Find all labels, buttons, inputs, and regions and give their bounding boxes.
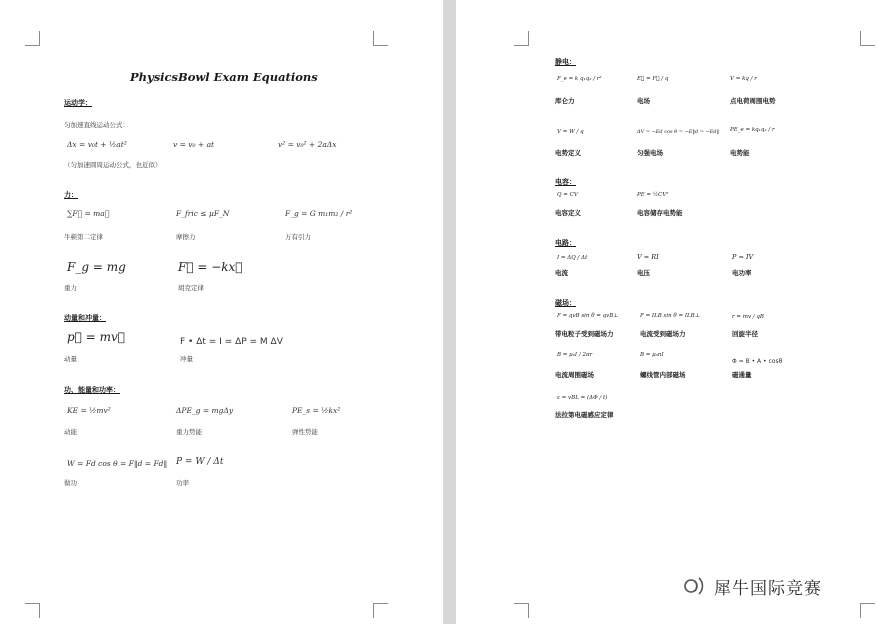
eq-gravitational-pe: ΔPE_g = mgΔy [176,406,234,415]
label-voltage: 电压 [637,269,650,277]
section-header-energy: 功、能量和功率： [64,386,120,394]
section-header-capacitance: 电容： [555,178,576,186]
eq-velocity-squared: v² = v₀² + 2aΔx [278,140,337,149]
label-current-magnetic-force: 电流受到磁场力 [640,330,686,338]
crop-mark-bottom-right [373,603,388,618]
label-newton-second-law: 牛顿第二定律 [64,233,103,241]
label-gravitational-pe: 重力势能 [176,428,202,436]
section-header-forces: 力： [64,191,78,199]
section-header-electrostatics: 静电： [555,58,576,66]
label-weight: 重力 [64,284,77,292]
eq-solenoid-field: B = μ₀nI [640,352,664,358]
eq-charge-magnetic-force: F = qvB sin θ = qvB⊥ [557,313,619,319]
eq-kinetic-energy: KE = ½mv² [67,406,111,415]
label-uniform-field: 匀强电场 [637,149,663,157]
label-capacitor-energy: 电容储存电势能 [637,209,683,217]
eq-gravitation: F_g = G m₁m₂ / r² [285,209,353,218]
watermark [680,571,822,601]
label-kinetic-energy: 动能 [64,428,77,436]
label-electric-field: 电场 [637,97,650,105]
label-gravitation: 万有引力 [285,233,311,241]
label-potential-definition: 电势定义 [555,149,581,157]
page-title: PhysicsBowl Exam Equations [130,70,318,84]
kinematics-intro: 匀加速直线运动公式： [64,121,129,129]
eq-potential-definition: V = W / q [557,129,584,135]
eq-hooke: F⃗ = −kx⃗ [178,260,243,274]
label-elastic-pe: 弹性势能 [292,428,318,436]
section-header-circuits: 电路： [555,239,576,247]
section-header-magnetism: 磁场： [555,299,576,307]
eq-capacitance: Q = CV [557,192,578,198]
wechat-official-account-icon [680,575,710,597]
eq-coulomb: F_e = k q₁q₂ / r² [557,76,602,82]
crop-mark-top-left [25,31,40,46]
eq-impulse: F • Δt = I = ΔP = M ΔV [180,337,283,347]
eq-faraday: ε = vBL = (ΔΦ / t) [557,395,608,401]
eq-momentum: p⃗ = mv⃗ [67,330,125,344]
eq-current: I = ΔQ / Δt [557,255,588,261]
eq-electric-field: E⃗ = F⃗ / q [637,76,669,82]
eq-magnetic-flux: Φ = B • A • cosθ [732,358,783,365]
section-header-momentum: 动量和冲量： [64,314,106,322]
section-header-kinematics: 运动学： [64,99,92,107]
label-hooke: 胡克定律 [178,284,204,292]
label-capacitance: 电容定义 [555,209,581,217]
eq-velocity: v = v₀ + at [173,140,215,149]
eq-current-magnetic-force: F = ILB sin θ = ILB⊥ [640,313,700,319]
label-magnetic-flux: 磁通量 [732,371,752,379]
watermark-text: 犀牛国际竞赛 [714,578,822,599]
kinematics-note: （匀加速圆周运动公式，也近似） [64,161,162,169]
eq-point-potential: V = kq / r [730,76,757,82]
page-gutter [443,0,456,624]
eq-uniform-field: ΔV = −Ed cos θ = −E‖d = −Ed‖ [637,129,720,135]
document-page-right [456,0,878,624]
eq-displacement: Δx = v₀t + ½at² [67,140,127,149]
crop-mark-top-right [373,31,388,46]
eq-electric-power: P = IV [732,253,754,261]
eq-work: W = Fd cos θ = F‖d = Fd‖ [67,459,168,468]
label-work: 做功 [64,479,77,487]
label-current: 电流 [555,269,568,277]
crop-mark-top-left [514,31,529,46]
eq-wire-field: B = μ₀I / 2πr [557,352,593,358]
eq-power: P = W / Δt [176,457,224,467]
label-momentum: 动量 [64,355,77,363]
eq-weight: F_g = mg [67,260,126,274]
crop-mark-bottom-left [25,603,40,618]
label-wire-field: 电流周围磁场 [555,371,594,379]
eq-cyclotron-radius: r = mv / qB [732,314,764,320]
label-solenoid-field: 螺线管内部磁场 [640,371,686,379]
crop-mark-bottom-right [860,603,875,618]
label-impulse: 冲量 [180,355,193,363]
label-point-potential: 点电荷周围电势 [730,97,776,105]
eq-friction: F_fric ≤ μF_N [176,209,230,218]
crop-mark-bottom-left [514,603,529,618]
label-coulomb: 库仑力 [555,97,575,105]
label-faraday: 法拉第电磁感应定律 [555,411,614,419]
label-cyclotron-radius: 回旋半径 [732,330,758,338]
crop-mark-top-right [860,31,875,46]
label-electric-power: 电功率 [732,269,752,277]
eq-newton-second-law: ∑F⃗ = ma⃗ [67,209,110,218]
eq-capacitor-energy: PE = ½CV² [637,192,669,198]
eq-ohms-law: V = RI [637,253,659,261]
label-friction: 摩擦力 [176,233,196,241]
eq-electric-pe: PE_e = kq₁q₂ / r [730,127,775,133]
eq-elastic-pe: PE_s = ½kx² [292,406,341,415]
label-power: 功率 [176,479,189,487]
label-charge-magnetic-force: 带电粒子受到磁场力 [555,330,614,338]
label-electric-pe: 电势能 [730,149,750,157]
